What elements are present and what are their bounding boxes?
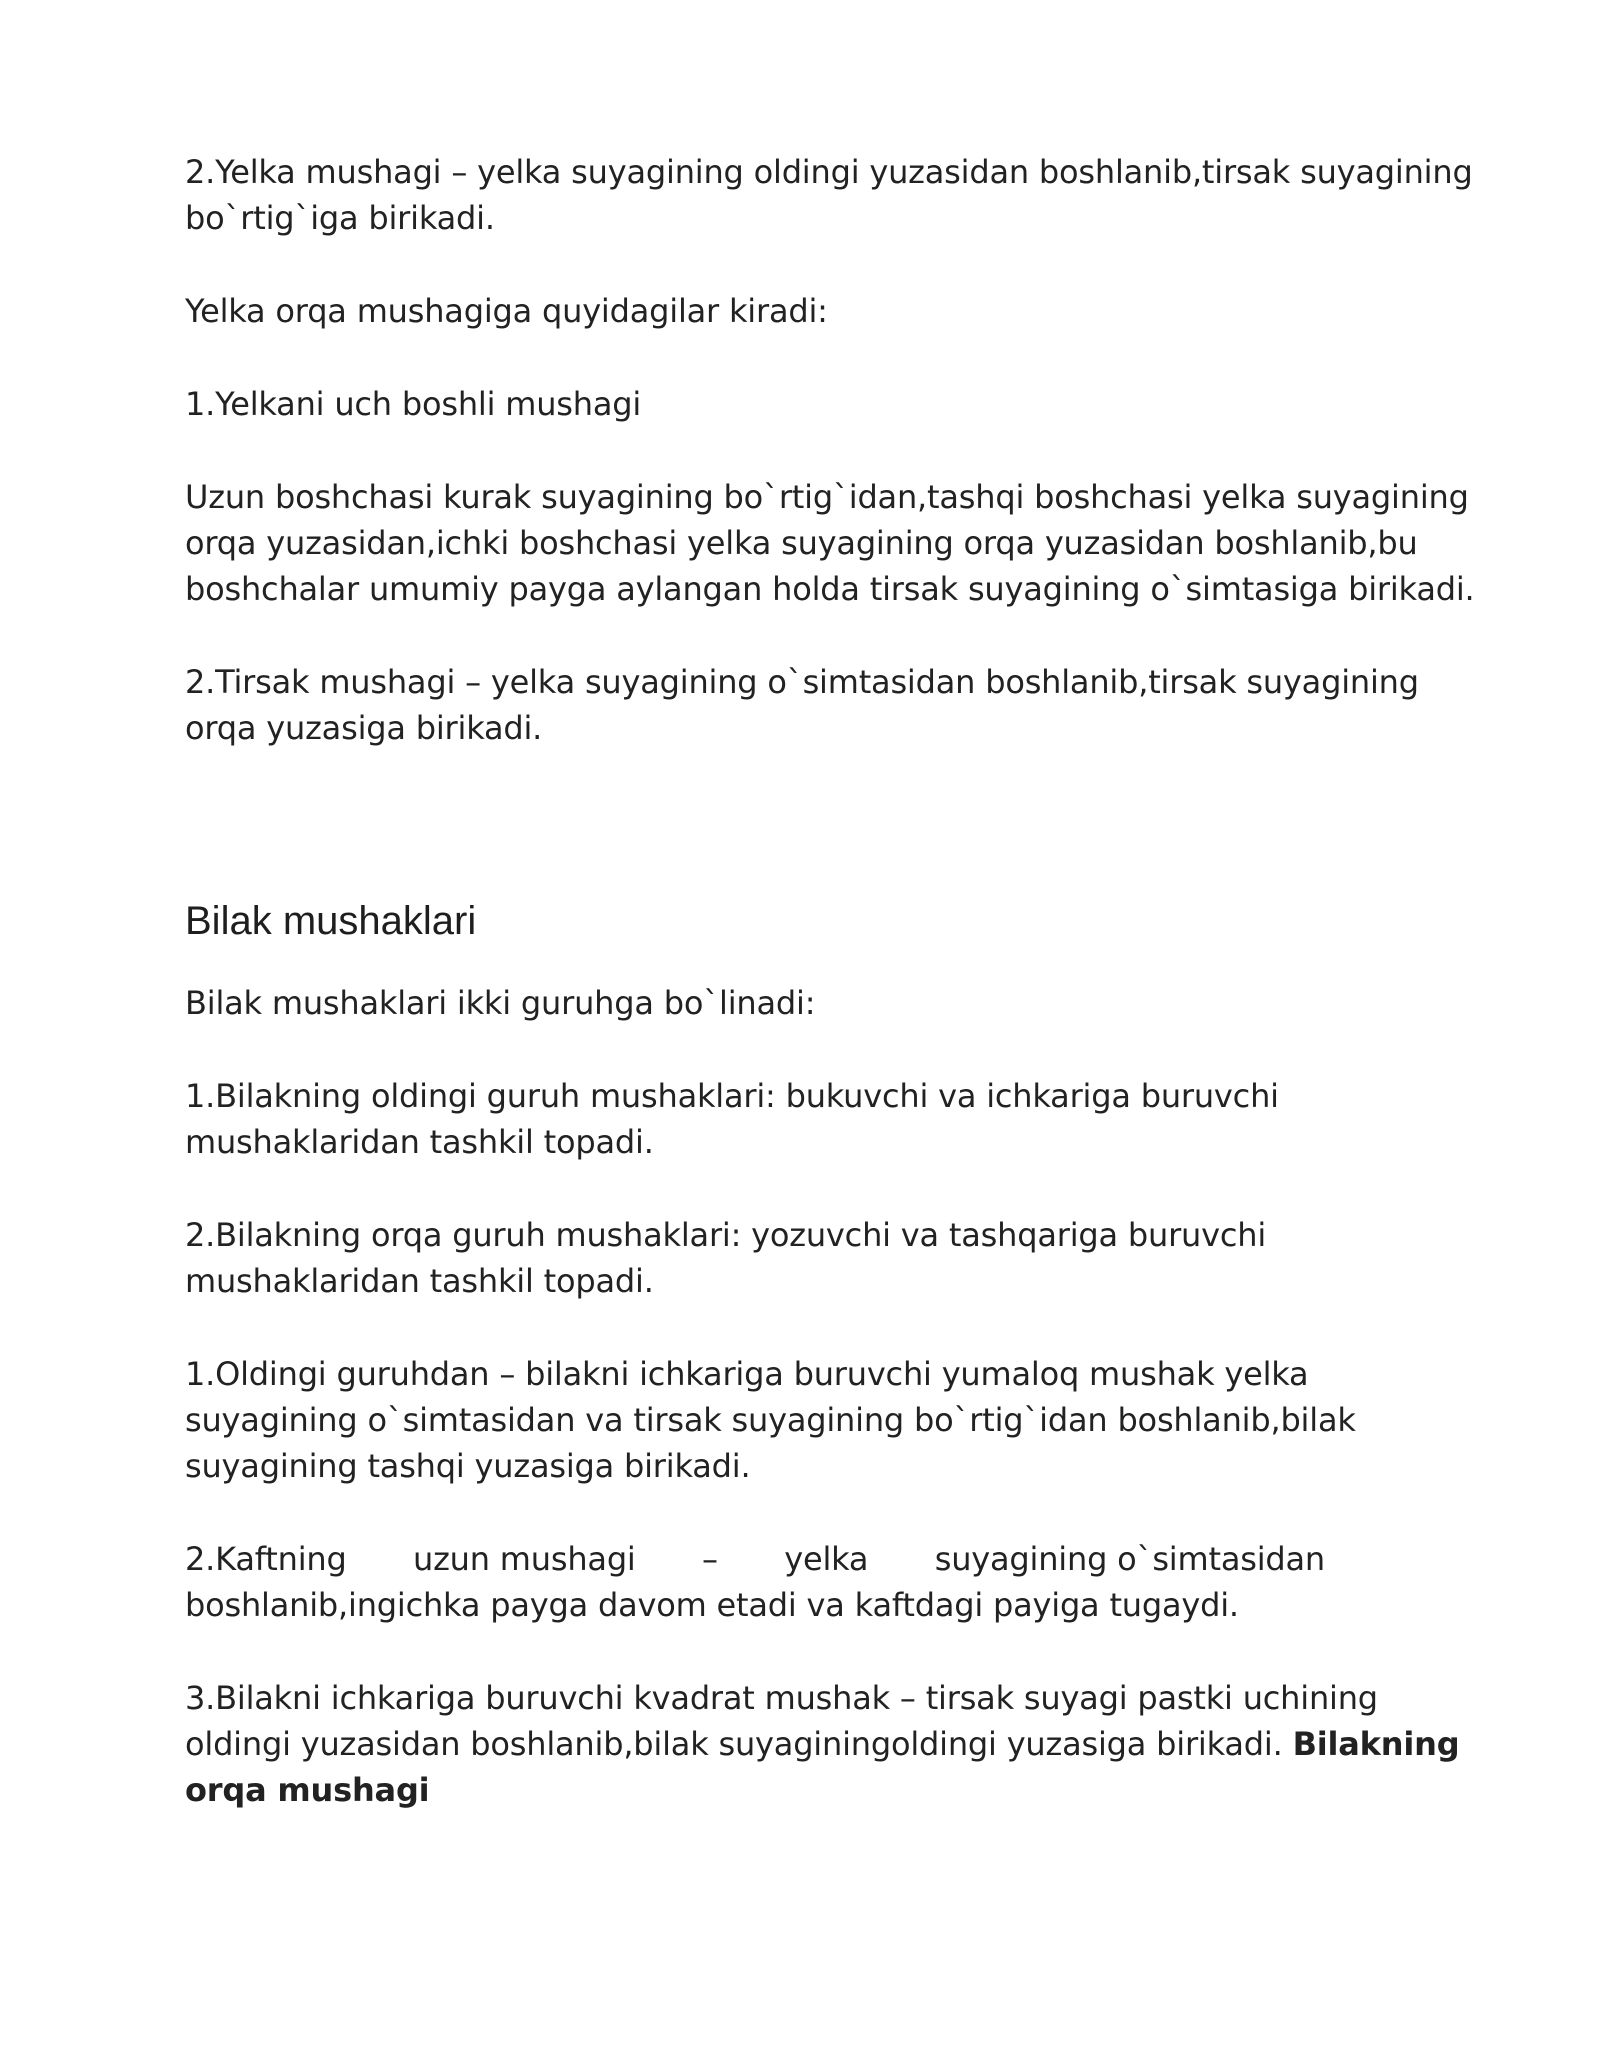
word: suyagining o`simtasidan xyxy=(934,1540,1325,1578)
word: yelka xyxy=(784,1540,869,1578)
text-line: 1.Bilakning oldingi guruh mushaklari: bukuvchi va ichkariga buruvchi xyxy=(185,1077,1279,1115)
word: uzun mushagi xyxy=(412,1540,636,1578)
text-line: orqa yuzasidan,ichki boshchasi yelka suyagining orqa yuzasidan boshlanib,bu xyxy=(185,524,1418,562)
bold-subheading: orqa mushagi xyxy=(185,1771,430,1809)
paragraph-kaftning xyxy=(185,1536,1485,1628)
text-line: 1.Yelkani uch boshli mushagi xyxy=(185,385,642,423)
text-line: boshchalar umumiy payga aylangan holda tirsak suyagining o`simtasiga birikadi. xyxy=(185,570,1475,608)
text-line: oldingi yuzasidan boshlanib,bilak suyaginingoldingi yuzasiga birikadi. xyxy=(185,1725,1293,1763)
text-line: Uzun boshchasi kurak suyagining bo`rtig`idan,tashqi boshchasi yelka suyagining xyxy=(185,478,1469,516)
text-line: 1.Oldingi guruhdan – bilakni ichkariga buruvchi yumaloq mushak yelka xyxy=(185,1355,1309,1393)
text-line: Bilak mushaklari ikki guruhga bo`linadi: xyxy=(185,984,816,1022)
bottom-section xyxy=(185,980,1485,1860)
paragraph-uzun-boshchasi xyxy=(185,474,1485,612)
section-heading: Bilak mushaklari xyxy=(185,899,477,943)
word: 2.Kaftning xyxy=(185,1540,347,1578)
paragraph-tirsak-mushagi xyxy=(185,659,1485,751)
text-line: 3.Bilakni ichkariga buruvchi kvadrat mushak – tirsak suyagi pastki uchining xyxy=(185,1679,1378,1717)
paragraph-yelka-orqa xyxy=(185,288,1485,334)
paragraph-yumaloq-mushak xyxy=(185,1351,1485,1489)
text-line: bo`rtig`iga birikadi. xyxy=(185,199,495,237)
text-line: mushaklaridan tashkil topadi. xyxy=(185,1262,654,1300)
text-line: suyagining o`simtasidan va tirsak suyagining bo`rtig`idan boshlanib,bilak xyxy=(185,1401,1356,1439)
text-line: suyagining tashqi yuzasiga birikadi. xyxy=(185,1447,751,1485)
paragraph-oldingi-guruh xyxy=(185,1073,1485,1165)
text-line: 2.Yelka mushagi – yelka suyagining oldingi yuzasidan boshlanib,tirsak suyagining xyxy=(185,153,1473,191)
paragraph-yelka-mushagi xyxy=(185,149,1485,241)
text-line: Yelka orqa mushagiga quyidagilar kiradi: xyxy=(185,292,828,330)
paragraph-uch-boshli xyxy=(185,381,1485,427)
text-line: mushaklaridan tashkil topadi. xyxy=(185,1123,654,1161)
text-line: orqa yuzasiga birikadi. xyxy=(185,709,543,747)
word: – xyxy=(702,1540,718,1578)
text-line: boshlanib,ingichka payga davom etadi va kaftdagi payiga tugaydi. xyxy=(185,1586,1239,1624)
bold-subheading: Bilakning xyxy=(1292,1725,1460,1763)
text-line: 2.Tirsak mushagi – yelka suyagining o`simtasidan boshlanib,tirsak suyagining xyxy=(185,663,1419,701)
paragraph-ikki-guruh xyxy=(185,980,1485,1026)
justified-line xyxy=(185,1536,1325,1582)
text-line: 2.Bilakning orqa guruh mushaklari: yozuvchi va tashqariga buruvchi xyxy=(185,1216,1267,1254)
top-section xyxy=(185,149,1485,798)
paragraph-kvadrat-mushak xyxy=(185,1675,1485,1813)
paragraph-orqa-guruh xyxy=(185,1212,1485,1304)
